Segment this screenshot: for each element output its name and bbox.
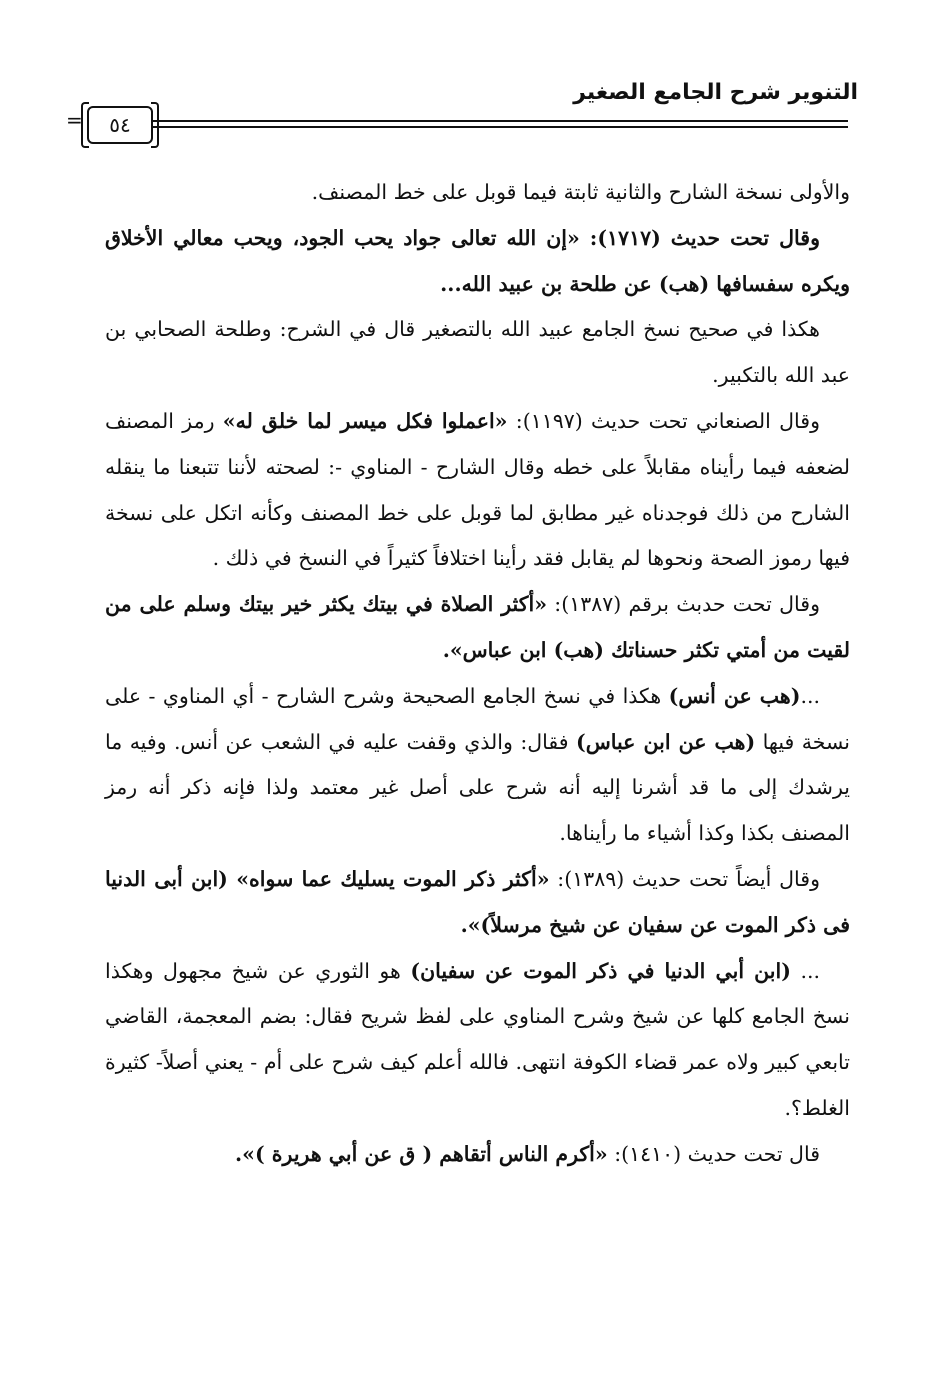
- header-marker: =: [66, 108, 83, 132]
- paragraph: [105, 1132, 850, 1178]
- commentary-text: فقال: والذي وقفت عليه في الشعب عن أنس. وفيه ما يرشدك إلى ما قد أشرنا إليه أنه شرح على أصل غير معتمد ولذا فإنه ذكر أنه رمز المصنف بكذا وكذا أشياء ما رأيناها.: [105, 729, 850, 846]
- paragraph: [105, 582, 850, 674]
- commentary-text: هكذا في نسخ الجامع الصحيحة وشرح الشارح - أي المناوي - على نسخة فيها: [105, 683, 850, 754]
- commentary-text: وقال تحت حدبث برقم (١٣٨٧):: [547, 592, 820, 617]
- header-rule: [148, 126, 848, 128]
- paragraph: [105, 216, 850, 308]
- commentary-text: هو الثوري عن شيخ مجهول وهكذا نسخ الجامع كلها عن شيخ وشرح المناوي على لفظ شريح فقال: بضم المعجمة، القاضي تابعي كبير ولاه عمر قضاء الكوفة انتهى. فالله أعلم كيف شرح على أم - يعني أصلاً- كثيرة الغلط؟.: [105, 958, 850, 1120]
- hadith-text: (ابن أبي الدنيا في ذكر الموت عن سفيان): [410, 958, 791, 983]
- paragraph: [105, 857, 850, 949]
- commentary-text: رمز المصنف لضعفه فيما رأيناه مقابلاً على خطه وقال الشارح - المناوي -: لصحته لأننا تتبعنا ما ينقله الشارح من ذلك فوجدناه غير مطابق لما قوبل على خط المصنف وكأنه اتكل على نسخة فيها رموز الصحة ونحوها لم يقابل فقد رأينا اختلافاً كثيراً في النسخ في ذلك .: [105, 408, 850, 571]
- hadith-text: (هب عن ابن عباس): [576, 729, 756, 754]
- commentary-text: هكذا في صحيح نسخ الجامع عبيد الله بالتصغير قال في الشرح: وطلحة الصحابي بن عبد الله بالتكبير.: [105, 317, 850, 388]
- paragraph: [105, 674, 850, 857]
- page-header: [66, 70, 858, 150]
- commentary-text: والأولى نسخة الشارح والثانية ثابتة فيما قوبل على خط المصنف.: [311, 180, 850, 204]
- paragraph: [105, 307, 850, 399]
- page-number: ٥٤: [87, 106, 153, 144]
- hadith-text: «أكرم الناس أتقاهم ( ق عن أبي هريرة )».: [235, 1141, 608, 1166]
- commentary-text: ...: [800, 683, 820, 708]
- hadith-text: «أكثر الصلاة في بيتك يكثر خير بيتك وسلم على من لقيت من أمتي تكثر حسناتك (هب) ابن عباس».: [105, 592, 850, 662]
- hadith-text: «أكثر ذكر الموت يسليك عما سواه» (ابن أبى الدنيا فى ذكر الموت عن سفيان عن شيخ مرسلاً)».: [105, 866, 850, 937]
- hadith-text: وقال تحت حديث (١٧١٧): «إن الله تعالى جواد يحب الجود، ويحب معالي الأخلاق ويكره سفسافها (هب) عن طلحة بن عبيد الله...: [105, 225, 850, 296]
- paragraph: [105, 170, 850, 216]
- paragraph: [105, 949, 850, 1132]
- page-body: [105, 170, 850, 1178]
- commentary-text: ...: [790, 958, 820, 983]
- hadith-text: (هب عن أنس): [668, 683, 801, 708]
- hadith-text: «اعملوا فكل ميسر لما خلق له»: [222, 408, 508, 433]
- header-rule: [148, 120, 848, 122]
- paragraph: [105, 399, 850, 582]
- commentary-text: وقال أيضاً تحت حديث (١٣٨٩):: [549, 866, 821, 891]
- commentary-text: وقال الصنعاني تحت حديث (١١٩٧):: [507, 408, 820, 433]
- running-title: التنوير شرح الجامع الصغير: [573, 80, 858, 105]
- commentary-text: قال تحت حديث (١٤١٠):: [607, 1141, 820, 1166]
